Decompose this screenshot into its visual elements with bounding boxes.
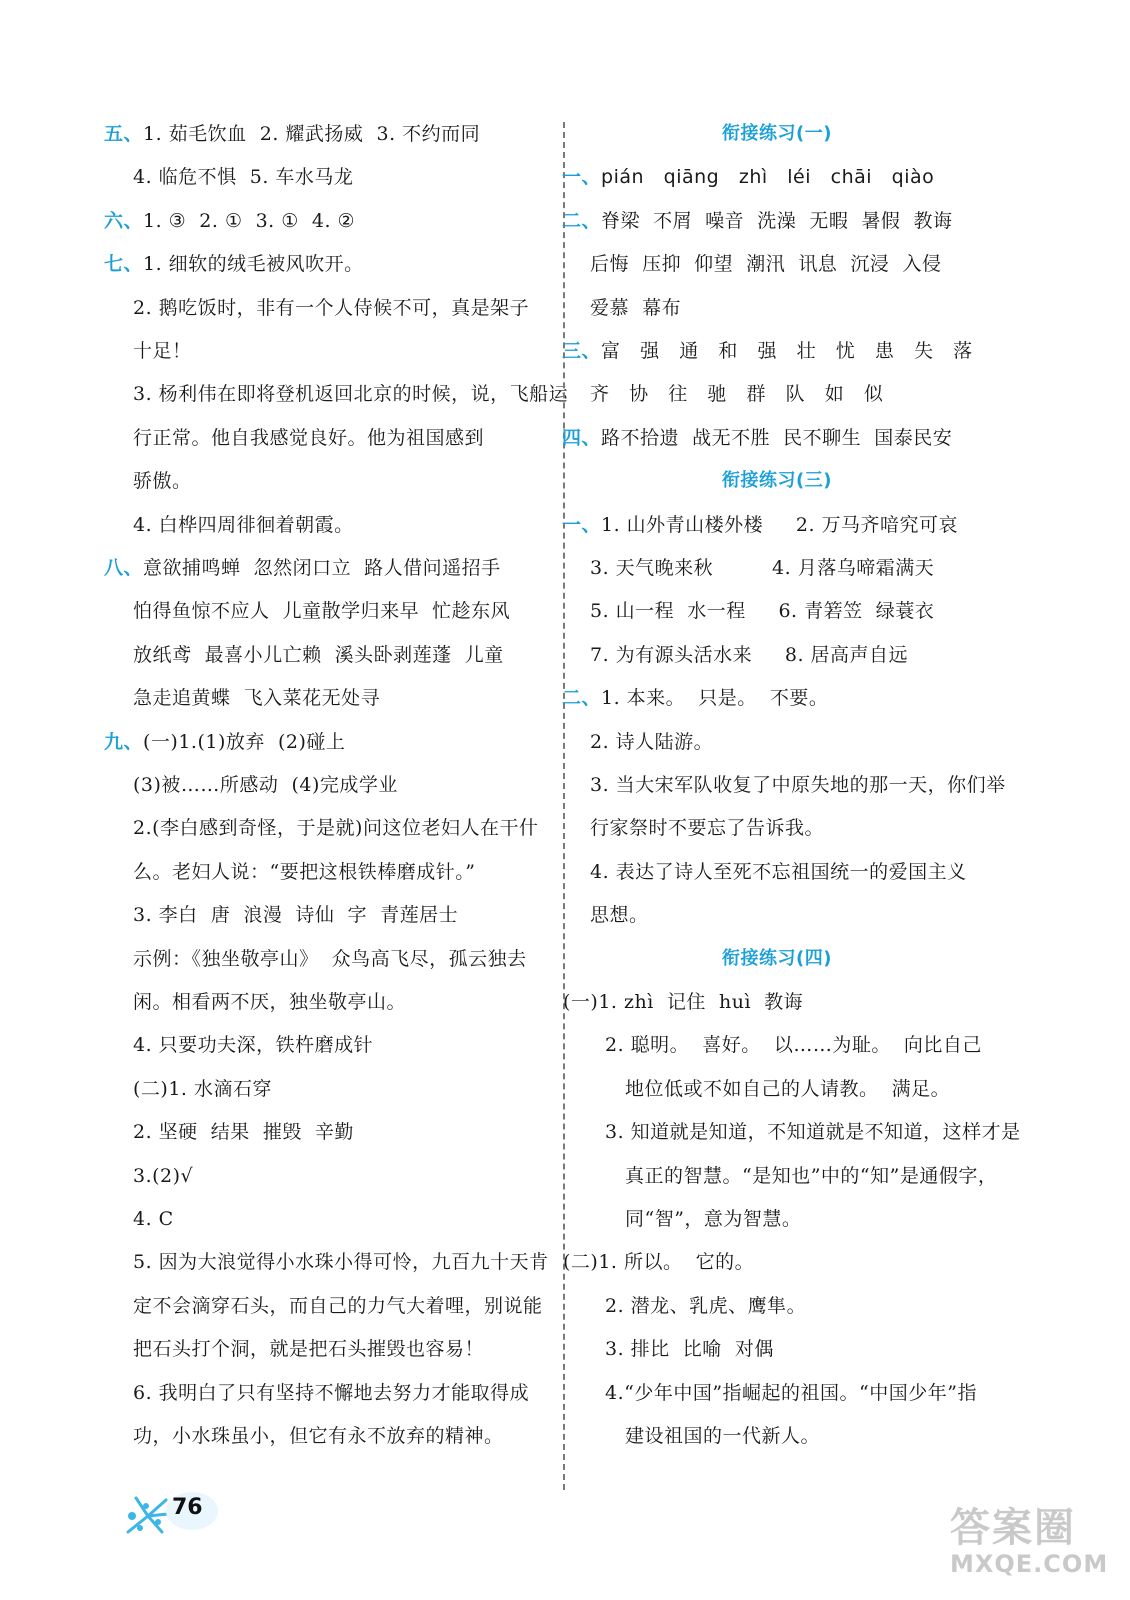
answer-text: pián qiāng zhì léi chāi qiào	[601, 166, 935, 189]
answer-text: 脊梁 不屑 噪音 洗澡 无暇 暑假 教诲	[601, 209, 953, 232]
answer-text: 4.“少年中国”指崛起的祖国。“中国少年”指	[605, 1381, 977, 1404]
answer-line	[133, 640, 504, 670]
answer-text: 1. 本来。 只是。 不要。	[601, 687, 829, 710]
answer-text: (二)1. 所以。 它的。	[563, 1251, 755, 1274]
answer-text: 示例：《独坐敬亭山》 众鸟高飞尽，孤云独去	[133, 947, 527, 970]
answer-line	[590, 249, 941, 279]
answer-line	[133, 1247, 549, 1277]
watermark-logo-text: 答案圈	[950, 1505, 1076, 1551]
answer-line	[104, 727, 345, 757]
answer-line	[590, 857, 967, 887]
answer-line	[104, 119, 480, 149]
section-heading: 衔接练习(三)	[722, 470, 832, 492]
answer-line	[590, 379, 883, 409]
answer-text: 2. 坚硬 结果 摧毁 辛勤	[133, 1121, 354, 1144]
answer-text: 3. 天气晚来秋 4. 月落乌啼霜满天	[590, 557, 935, 579]
answer-text: 4. 只要功夫深，铁杵磨成针	[133, 1034, 374, 1057]
answer-text: 地位低或不如自己的人请教。 满足。	[625, 1077, 951, 1100]
answer-line	[133, 336, 192, 366]
answer-line	[590, 640, 908, 670]
answer-line	[133, 683, 380, 713]
answer-line	[590, 770, 1006, 800]
answer-text: 功，小水珠虽小，但它有永不放弃的精神。	[133, 1425, 504, 1447]
answer-line	[133, 596, 510, 626]
section-marker: 一、	[562, 166, 602, 189]
answer-line	[133, 813, 538, 843]
answer-line	[133, 510, 354, 540]
answer-line	[605, 1334, 774, 1364]
answer-text: 闲。相看两不厌，独坐敬亭山。	[133, 991, 407, 1013]
answer-text: 3. 当大宋军队收复了中原失地的那一天，你们举	[590, 774, 1006, 796]
answer-line	[590, 900, 649, 930]
answer-text: 2. 潜龙、乳虎、鹰隼。	[605, 1294, 807, 1317]
answer-line	[625, 1421, 820, 1451]
section-marker: 九、	[104, 730, 144, 753]
section-marker: 三、	[562, 340, 602, 362]
answer-text: 3. 知道就是知道，不知道就是不知道，这样才是	[605, 1121, 1021, 1144]
answer-line	[625, 1161, 997, 1191]
answer-text: 富 强 通 和 强 壮 忧 患 失 落	[601, 340, 973, 362]
answer-line	[133, 466, 192, 496]
answer-text: 后悔 压抑 仰望 潮汛 讯息 沉浸 入侵	[590, 253, 942, 276]
answer-text: 十足！	[133, 340, 192, 362]
answer-line	[133, 1030, 373, 1060]
answer-text: 3. 杨利伟在即将登机返回北京的时候，说，飞船运	[133, 383, 569, 406]
answer-text: 5. 因为大浪觉得小水珠小得可怜，九百九十天肯	[133, 1251, 549, 1274]
answer-line	[104, 553, 501, 583]
answer-line	[563, 1247, 754, 1277]
answer-text: 1. 细软的绒毛被风吹开。	[143, 253, 364, 276]
answer-text: 意欲捕鸣蝉 忽然闭口立 路人借问遥招手	[143, 557, 501, 579]
answer-text: 3. 李白 唐 浪漫 诗仙 字 青莲居士	[133, 904, 459, 927]
answer-line	[605, 1117, 1021, 1147]
section-marker: 八、	[104, 557, 144, 579]
answer-text: 4. 表达了诗人至死不忘祖国统一的爱国主义	[590, 860, 967, 883]
section-marker: 一、	[562, 513, 602, 536]
answer-text: 齐 协 往 驰 群 队 如 似	[590, 383, 884, 406]
section-marker: 五、	[104, 123, 144, 145]
watermark-url: MXQE.COM	[950, 1550, 1109, 1578]
answer-line	[590, 727, 713, 757]
answer-line	[133, 987, 406, 1017]
answer-line	[625, 1074, 950, 1104]
answer-text: 2. 聪明。 喜好。 以……为耻。 向比自己	[605, 1034, 982, 1057]
answer-line	[562, 683, 828, 713]
page-number: 76	[172, 1495, 203, 1520]
answer-text: 1. 茹毛饮血 2. 耀武扬威 3. 不约而同	[143, 123, 481, 145]
answer-text: 1. ③ 2. ① 3. ① 4. ②	[143, 209, 356, 232]
answer-text: 定不会滴穿石头，而自己的力气大着哩，别说能	[133, 1294, 543, 1317]
answer-text: 4. C	[133, 1208, 174, 1230]
answer-text: 7. 为有源头活水来 8. 居高声自远	[590, 643, 909, 666]
answer-line	[133, 1161, 193, 1191]
answer-line	[590, 553, 934, 583]
answer-line	[590, 293, 681, 323]
answer-text: 么。老妇人说：“要把这根铁棒磨成针。”	[133, 860, 476, 883]
answer-line	[133, 1204, 174, 1234]
answer-text: 放纸鸢 最喜小儿亡赖 溪头卧剥莲蓬 儿童	[133, 643, 504, 666]
answer-text: 5. 山一程 水一程 6. 青箬笠 绿蓑衣	[590, 600, 935, 623]
answer-line	[133, 1074, 272, 1104]
answer-line	[133, 1421, 504, 1451]
answer-text: 4. 临危不惧 5. 车水马龙	[133, 166, 354, 189]
answer-text: 1. 山外青山楼外楼 2. 万马齐喑究可哀	[601, 513, 959, 536]
answer-line	[133, 162, 353, 192]
answer-text: 急走追黄蝶 飞入菜花无处寻	[133, 687, 381, 710]
answer-line	[562, 162, 934, 192]
answer-line	[625, 1204, 801, 1234]
answer-line	[133, 1117, 354, 1147]
answer-text: 建设祖国的一代新人。	[625, 1425, 821, 1447]
page-number-badge	[118, 1486, 230, 1546]
answer-line	[133, 1334, 484, 1364]
answer-text: 2.(李白感到奇怪，于是就)问这位老妇人在干什	[133, 817, 539, 840]
answer-line	[133, 1291, 543, 1321]
answer-text: 真正的智慧。“是知也”中的“知”是通假字，	[625, 1164, 998, 1187]
answer-line	[133, 944, 527, 974]
answer-text: 3.(2)√	[133, 1164, 194, 1187]
answer-text: 4. 白桦四周徘徊着朝霞。	[133, 513, 354, 536]
answer-line	[590, 596, 934, 626]
section-marker: 二、	[562, 209, 602, 232]
section-heading: 衔接练习(一)	[722, 123, 832, 144]
answer-text: 爱慕 幕布	[590, 296, 682, 319]
answer-line	[590, 813, 824, 843]
answer-text: (3)被……所感动 (4)完成学业	[133, 774, 398, 796]
answer-text: 骄傲。	[133, 470, 192, 493]
answer-line	[562, 206, 953, 236]
answer-line	[605, 1291, 806, 1321]
section-marker: 二、	[562, 687, 602, 710]
answer-line	[133, 900, 458, 930]
answer-line	[605, 1378, 977, 1408]
answer-line	[605, 1030, 982, 1060]
section-marker: 六、	[104, 209, 144, 232]
answer-text: 3. 排比 比喻 对偶	[605, 1338, 774, 1361]
answer-text: (一)1. zhì 记住 huì 教诲	[563, 991, 804, 1013]
answer-line	[133, 1378, 529, 1408]
answer-line	[562, 423, 952, 453]
answer-text: 2. 鹅吃饭时，非有一个人侍候不可，真是架子	[133, 296, 530, 319]
answer-text: (二)1. 水滴石穿	[133, 1077, 272, 1100]
answer-line	[562, 510, 958, 540]
answer-line	[104, 206, 355, 236]
answer-line	[104, 249, 364, 279]
watermark	[950, 1490, 1110, 1590]
answer-text: 把石头打个洞，就是把石头摧毁也容易！	[133, 1338, 485, 1361]
answer-text: (一)1.(1)放弃 (2)碰上	[143, 730, 346, 753]
answer-line	[133, 379, 568, 409]
answer-line	[563, 987, 803, 1017]
answer-line	[133, 293, 529, 323]
answer-line	[133, 423, 484, 453]
answer-line	[133, 770, 398, 800]
answer-line	[133, 857, 475, 887]
section-marker: 四、	[562, 426, 602, 449]
column-divider	[563, 122, 565, 1490]
section-heading: 衔接练习(四)	[722, 947, 832, 969]
answer-text: 路不拾遗 战无不胜 民不聊生 国泰民安	[601, 426, 953, 449]
section-marker: 七、	[104, 253, 144, 276]
answer-text: 行家祭时不要忘了告诉我。	[590, 817, 825, 840]
answer-text: 怕得鱼惊不应人 儿童散学归来早 忙趁东风	[133, 600, 511, 623]
answer-text: 思想。	[590, 904, 649, 927]
answer-text: 同“智”，意为智慧。	[625, 1208, 802, 1230]
answer-text: 6. 我明白了只有坚持不懈地去努力才能取得成	[133, 1381, 530, 1404]
answer-text: 行正常。他自我感觉良好。他为祖国感到	[133, 426, 485, 449]
answer-text: 2. 诗人陆游。	[590, 730, 714, 753]
answer-line	[562, 336, 973, 366]
